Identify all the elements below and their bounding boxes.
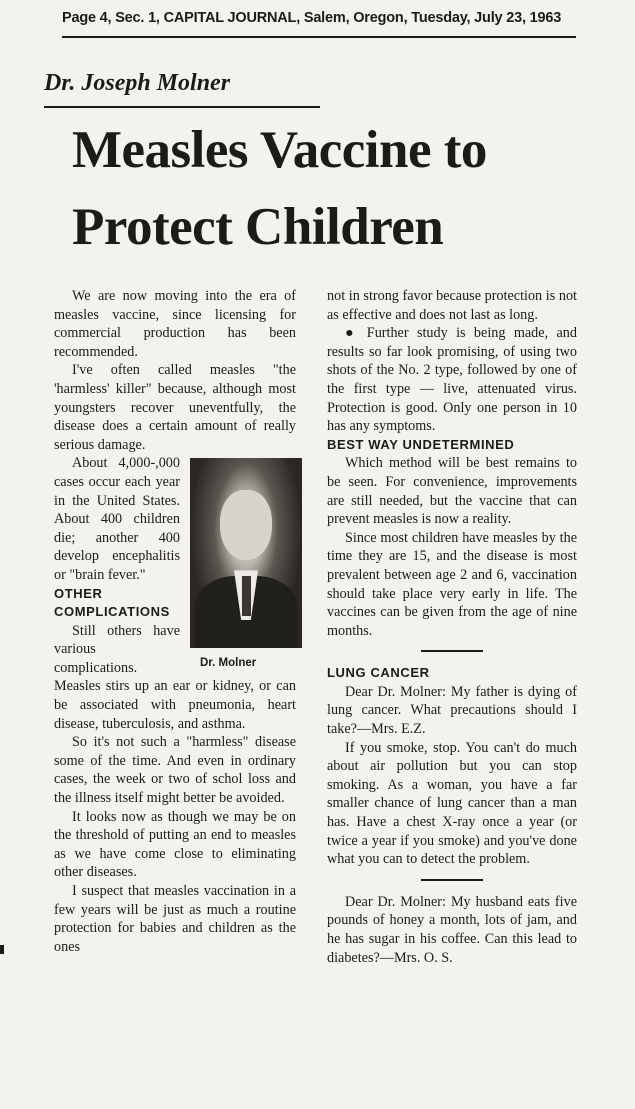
subhead-lung-cancer: LUNG CANCER <box>327 665 430 681</box>
paragraph: Dear Dr. Molner: My husband eats five pounds of honey a month, lots of jam, and he has sugar in his coffee. Can this lead to diabetes?—Mrs. O. S. <box>327 893 577 966</box>
subhead-best-way: BEST WAY UNDETERMINED <box>327 436 515 452</box>
paragraph: I suspect that measles vaccination in a few years will be just as much a routine protection for babies and children as the ones <box>54 883 296 955</box>
byline-rule <box>44 106 320 108</box>
paragraph: So it's not such a "harmless" disease some of the time. And even in ordinary cases, the week or two of schol loss and the illness itself might better be avoided. <box>54 734 296 807</box>
paragraph: About 4,000-,000 cases occur each year in the United States. About 400 children die; another 400 develop encephalitis or "brain fever." <box>54 455 180 583</box>
masthead-rule <box>62 36 576 38</box>
section-divider <box>421 650 483 652</box>
author-byline: Dr. Joseph Molner <box>44 70 231 96</box>
paragraph: not in strong favor because protection is not as effective and does not last as long. <box>327 288 577 323</box>
section-divider <box>421 879 483 881</box>
author-photo <box>190 458 302 648</box>
article-column-1 <box>54 287 296 956</box>
paragraph: ● Further study is being made, and results so far look promising, of using two shots of the No. 2 type, followed by one of the first type — live, attenuated virus. Protection is good. Only one person in 10 has any symptoms. <box>327 325 577 435</box>
paragraph: Which method will be best remains to be seen. For convenience, improvements are still needed, but the vaccine that can prevent measles is now a reality. <box>327 455 577 528</box>
paragraph: We are now moving into the era of measles vaccine, since licensing for commercial production has been recommended. <box>54 288 296 360</box>
photo-caption: Dr. Molner <box>200 657 257 670</box>
paragraph: I've often called measles "the 'harmless' killer" because, although most youngsters recover uneventfully, the disease does a certain amount of really serious damage. <box>54 362 296 453</box>
article-headline: Measles Vaccine to Protect Children <box>72 121 487 256</box>
page-masthead: Page 4, Sec. 1, CAPITAL JOURNAL, Salem, Oregon, Tuesday, July 23, 1963 <box>62 10 562 26</box>
article-column-2 <box>327 287 577 967</box>
subhead-other-complications: OTHER COMPLICATIONS <box>54 585 170 620</box>
paragraph: Dear Dr. Molner: My father is dying of lung cancer. What precautions should I take?—Mrs. E.Z. <box>327 683 577 738</box>
margin-mark <box>0 945 4 954</box>
paragraph: If you smoke, stop. You can't do much about air pollution but you can stop smoking. As a woman, you have a far smaller chance of lung cancer than a man has. Have a chest X-ray once a year (or twice a year if you smoke) and you've done what you can to detect the problem. <box>327 739 577 868</box>
paragraph: It looks now as though we may be on the threshold of putting an end to measles as we have come close to eliminating other diseases. <box>54 808 296 881</box>
author-photo-figure <box>186 458 304 673</box>
paragraph: Still others have various complications. Measles stirs up an ear or kidney, or can be associated with pneumonia, heart disease, tuberculosis, and asthma. <box>54 622 296 732</box>
paragraph: Since most children have measles by the time they are 15, and the disease is most prevalent between age 2 and 6, vaccination should take place very early in life. The vaccines can be given from the age of nine months. <box>327 529 577 639</box>
